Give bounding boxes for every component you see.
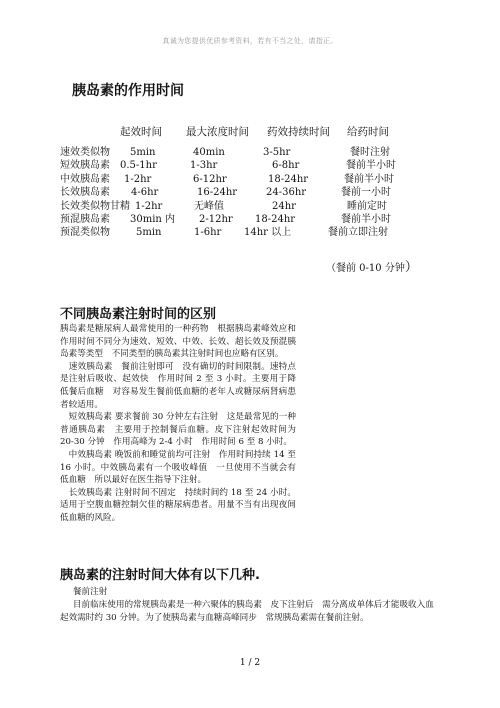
row-timing: 餐时注射 [350, 147, 390, 158]
table-row [60, 146, 480, 159]
row-onset: 30min 内 [130, 213, 176, 225]
row-peak: 16-24hr [197, 187, 238, 199]
row-onset: 4-6hr [131, 187, 159, 199]
row-peak: 2-12hr [199, 213, 233, 225]
header-onset: 起效时间 [120, 126, 162, 138]
injection-types-body [60, 586, 450, 625]
row-timing: 餐前半小时 [344, 173, 394, 185]
row-timing: 餐前半小时 [346, 160, 396, 172]
subheading: 餐前注射 [72, 587, 108, 597]
table-row [60, 226, 480, 239]
row-onset: 0.5-1hr [120, 160, 157, 172]
note-close: ） [404, 260, 418, 275]
note-text: （餐前 0-10 分钟 [326, 263, 405, 274]
row-duration: 3-5hr [263, 147, 291, 158]
page-number: 1 / 2 [239, 658, 261, 668]
watermark-text: 真诚为您提供优质参考资料，若有不当之处，请指正。 [162, 37, 338, 45]
row-duration: 18-24hr [268, 173, 309, 185]
row-peak: 1-6hr [194, 227, 222, 239]
row-onset: 5min [130, 147, 156, 158]
header-peak: 最大浓度时间 [186, 126, 249, 138]
row-name: 预混胰岛素 [60, 213, 110, 225]
paragraph: 中效胰岛素 晚饭前和睡觉前均可注射 作用时间持续 14 至 16 小时。中效胰岛素有一个吸收峰值 一旦使用不当就会有低血糖 所以最好在医生指导下注射。 [60, 449, 296, 486]
insulin-time-table [60, 126, 480, 240]
row-duration: 24hr [272, 200, 296, 212]
row-name: 短效胰岛素 [60, 160, 110, 172]
row-peak: 6-12hr [193, 173, 227, 185]
table-row [60, 173, 480, 186]
header-duration: 药效持续时间 [267, 126, 330, 138]
table-header-row [60, 126, 480, 146]
row-name: 预混类似物 [60, 227, 110, 239]
table-row [60, 213, 480, 226]
section-title-action-time: 胰岛素的作用时间 [72, 83, 184, 99]
paragraph: 目前临床使用的常规胰岛素是一种六聚体的胰岛素 皮下注射后 需分离成单体后才能吸收入血 起效需时约 30 分钟。为了使胰岛素与血糖高峰同步 常规胰岛素需在餐前注射。 [60, 600, 443, 623]
row-onset: 1-2hr [135, 200, 163, 212]
row-onset: 1-2hr [124, 173, 152, 185]
header-timing: 给药时间 [347, 126, 389, 138]
paragraph: 短效胰岛素 要求餐前 30 分钟左右注射 这是最常见的一种普通胰岛素 主要用于控制餐后血糖。皮下注射起效时间为 20-30 分钟 作用高峰为 2-4 小时 作用时间 6 至 8 小时。 [60, 412, 296, 448]
paragraph: 胰岛素是糖尿病人最常使用的一种药物 根据胰岛素峰效应和作用时间不同分为速效、短效、中效、长效、超长效及预混胰岛素等类型 不同类型的胰岛素其注射时间也应略有区别。 [60, 324, 296, 360]
paragraph: 速效胰岛素 餐前注射即可 没有确切的时间限制。速特点是注射后吸收、起效快 作用时间 2 至 3 小时。主要用于降低餐后血糖 对容易发生餐前低血糖的老年人或糖尿病肾病患者较适用。 [60, 361, 296, 410]
row-duration: 24-36hr [266, 187, 307, 199]
section-title-injection-types: 胰岛素的注射时间大体有以下几种. [60, 568, 260, 583]
row-name: 速效类似物 [60, 147, 110, 158]
row-name: 长效类似物甘精 [60, 200, 130, 212]
row-timing: 餐前半小时 [341, 213, 391, 225]
row-name: 中效胰岛素 [60, 173, 110, 185]
table-row [60, 159, 480, 172]
row-duration: 18-24hr [255, 213, 296, 225]
row-peak: 1-3hr [190, 160, 218, 172]
row-peak: 无峰值 [194, 200, 224, 212]
row-onset: 5min [136, 227, 162, 239]
difference-body [60, 323, 296, 525]
row-timing: 餐前一小时 [341, 187, 391, 199]
row-timing: 睡前定时 [347, 200, 387, 212]
row-duration: 14hr 以上 [244, 227, 292, 239]
row-timing: 餐前立即注射 [328, 227, 388, 239]
section-title-injection-difference: 不同胰岛素注射时间的区别 [60, 307, 217, 322]
table-row [60, 200, 480, 213]
table-row [60, 186, 480, 199]
paragraph: 长效胰岛素 注射时间不固定 持续时间约 18 至 24 小时。适用于空腹血糖控制欠佳的糖尿病患者。用量不当有出现夜间低血糖的风险。 [60, 487, 296, 523]
row-duration: 6-8hr [272, 160, 300, 172]
row-name: 长效胰岛素 [60, 187, 110, 199]
injection-note [326, 256, 418, 275]
row-peak: 40min [193, 147, 225, 158]
